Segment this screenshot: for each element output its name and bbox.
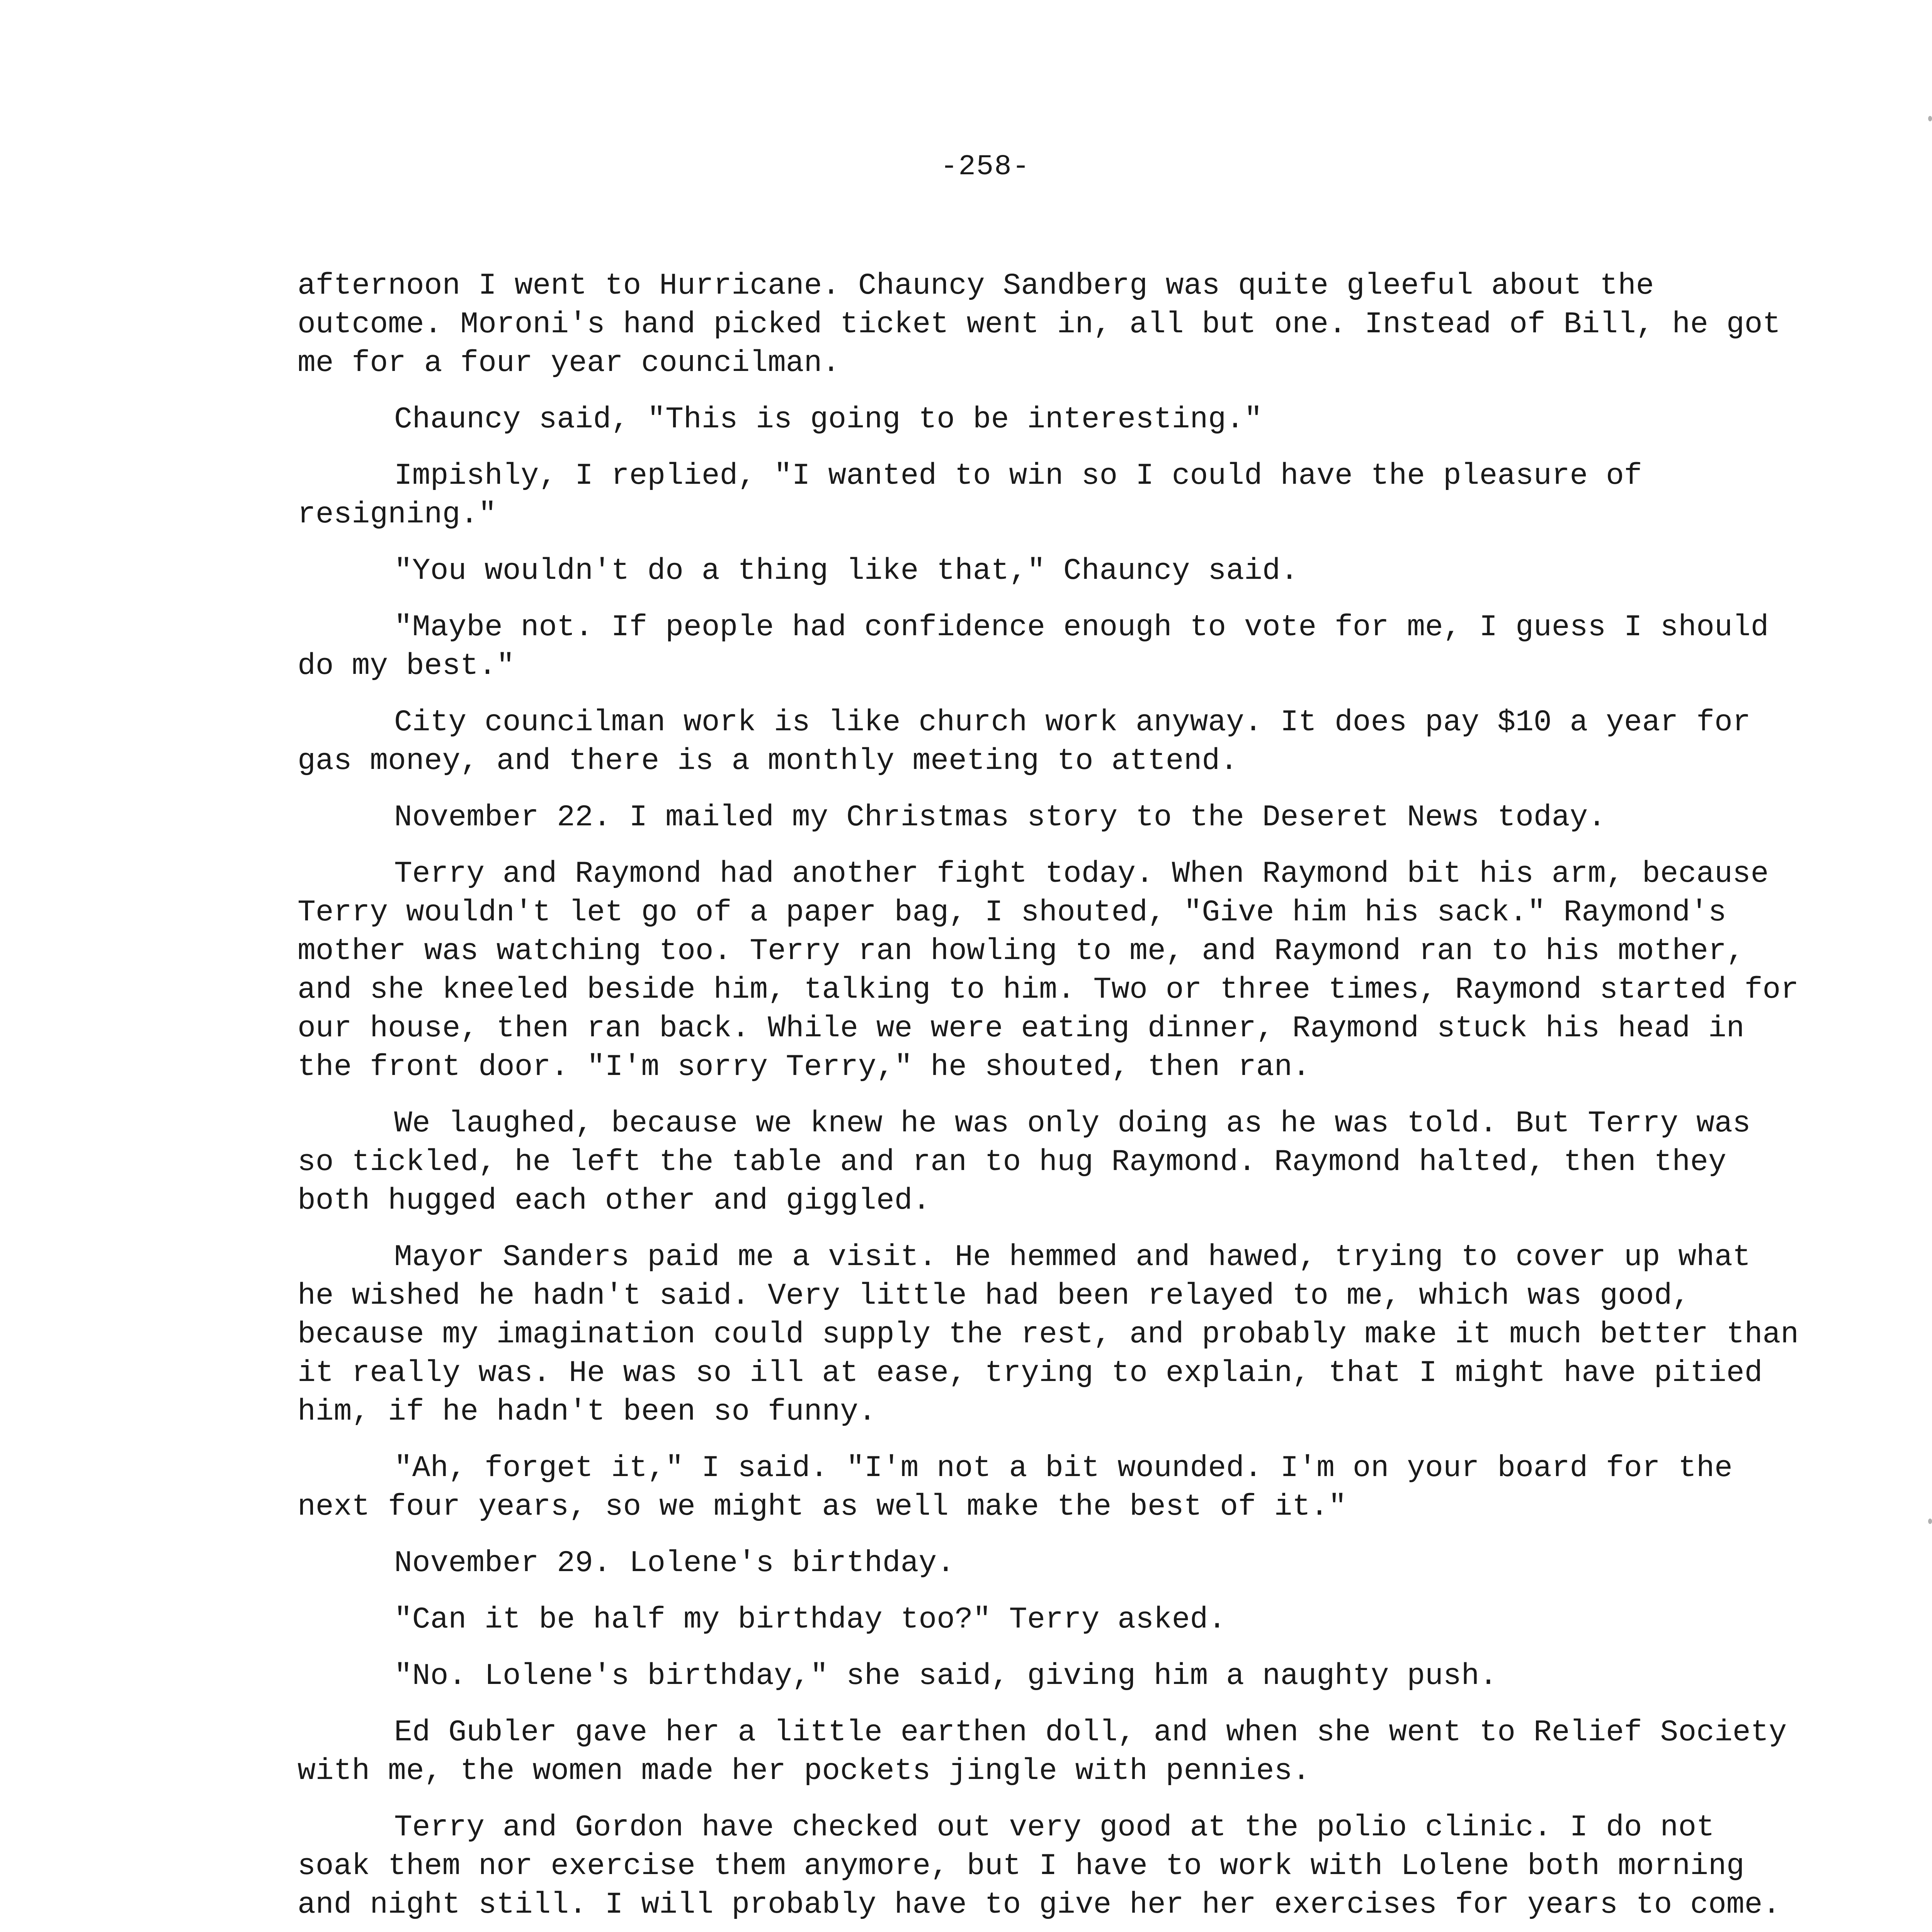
paragraph: "Maybe not. If people had confidence enough to vote for me, I guess I should do my best."	[298, 611, 1769, 683]
paragraph: We laughed, because we knew he was only doing as he was told. But Terry was so tickled, he left the table and ran to hug Raymond. Raymond halted, then they both hugged each other and giggled.	[298, 1107, 1751, 1218]
paragraph: City councilman work is like church work anyway. It does pay $10 a year for gas money, and there is a monthly meeting to attend.	[298, 706, 1751, 778]
page-number: -258-	[940, 151, 1031, 183]
paragraph: Ed Gubler gave her a little earthen doll, and when she went to Relief Society with me, the women made her pockets jingle with pennies.	[298, 1716, 1787, 1788]
paragraph: November 22. I mailed my Christmas story to the Deseret News today.	[394, 801, 1606, 835]
paragraph: "No. Lolene's birthday," she said, giving him a naughty push.	[394, 1659, 1498, 1693]
paragraph: "You wouldn't do a thing like that," Chauncy said.	[394, 554, 1299, 588]
paragraph: "Ah, forget it," I said. "I'm not a bit wounded. I'm on your board for the next four years, so we might as well make the best of it."	[298, 1451, 1733, 1524]
paragraph: Terry and Raymond had another fight today. When Raymond bit his arm, because Terry wouldn't let go of a paper bag, I shouted, "Give him his sack." Raymond's mother was watching too. Terry ran howling to me, and Raymond ran to his mother, and she kneeled beside him, talking to him. Two or three times, Raymond started for our house, then ran back. While we were eating dinner, Raymond stuck his head in the front door. "I'm sorry Terry," he shouted, then ran.	[298, 857, 1799, 1084]
scan-speck	[1928, 1519, 1932, 1524]
paragraph: Impishly, I replied, "I wanted to win so I could have the pleasure of resigning."	[298, 459, 1642, 532]
paragraph: afternoon I went to Hurricane. Chauncy Sandberg was quite gleeful about the outcome. Moroni's hand picked ticket went in, all but one. Instead of Bill, he got me for a four year councilman.	[298, 269, 1781, 380]
scan-speck	[1928, 116, 1932, 121]
paragraph: Mayor Sanders paid me a visit. He hemmed and hawed, trying to cover up what he wished he hadn't said. Very little had been relayed to me, which was good, because my imagination could supply the rest, and probably make it much better than it really was. He was so ill at ease, trying to explain, that I might have pitied him, if he hadn't been so funny.	[298, 1240, 1799, 1429]
paragraph: Chauncy said, "This is going to be interesting."	[394, 403, 1262, 437]
paragraph: "Can it be half my birthday too?" Terry asked.	[394, 1603, 1226, 1637]
paragraph: Terry and Gordon have checked out very good at the polio clinic. I do not soak them nor exercise them anymore, but I have to work with Lolene both morning and night still. I will probably have to give her her exercises for years to come.	[298, 1811, 1781, 1922]
body-text	[298, 267, 1804, 1932]
paragraph: November 29. Lolene's birthday.	[394, 1546, 955, 1580]
